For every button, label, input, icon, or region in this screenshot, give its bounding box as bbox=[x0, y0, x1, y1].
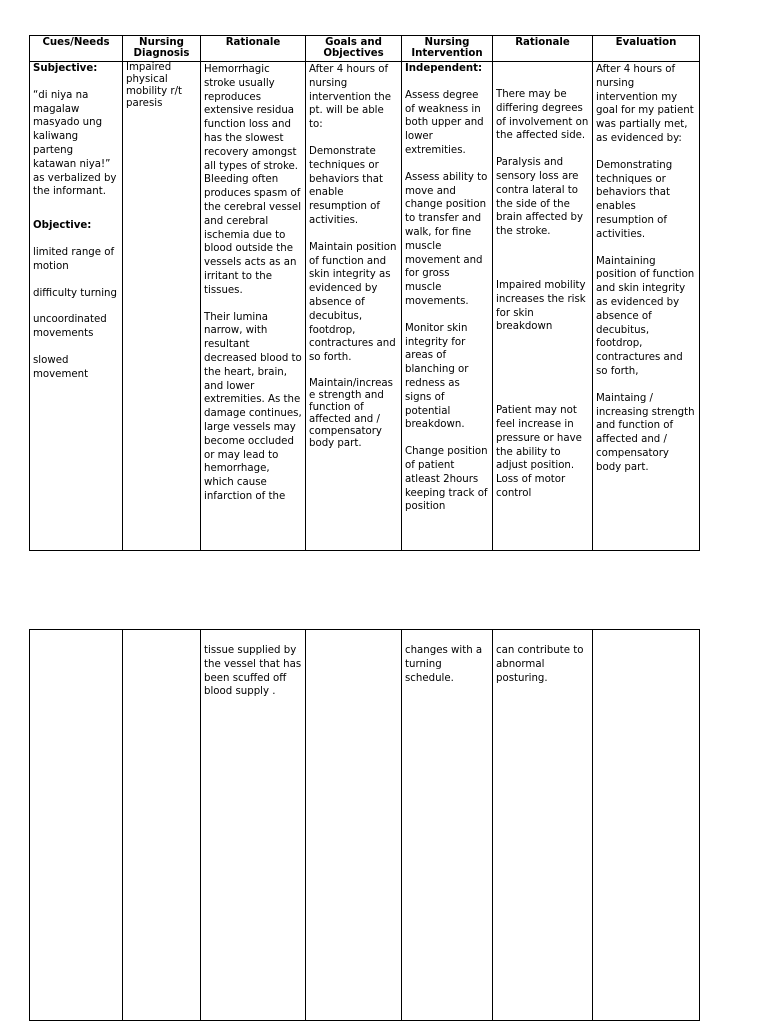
rationale-2-item: There may be differing degrees of involvement on the affected side. bbox=[496, 89, 589, 142]
rationale-1-cell-continued bbox=[201, 630, 306, 1021]
header-cues: Cues/Needs bbox=[30, 36, 123, 62]
evaluation-item: Demonstrating techniques or behaviors that enables resumption of activities. bbox=[596, 159, 673, 240]
evaluation-item: Maintaing / increasing strength and function of affected and / compensatory body part. bbox=[596, 392, 695, 473]
rationale-1-paragraph: Their lumina narrow, with resultant decreased blood to the heart, brain, and lower extremities. As the damage continues, large vessels may become occluded or may lead to hemorrhage, which cause infarction of the bbox=[204, 311, 302, 502]
goal-item: Maintain/increase strength and function of affected and / compensatory body part. bbox=[309, 377, 393, 449]
evaluation-cell-continued bbox=[593, 630, 700, 1021]
header-intervention: Nursing Intervention bbox=[402, 36, 493, 62]
evaluation-intro: After 4 hours of nursing intervention my goal for my patient was partially met, as evidenced by: bbox=[596, 64, 694, 144]
objective-item: uncoordinated movements bbox=[33, 314, 107, 340]
diagnosis-cell bbox=[123, 62, 201, 551]
goal-item: Maintain position of function and skin integrity as evidenced by absence of decubitus, footdrop, contractures and so forth. bbox=[309, 241, 397, 364]
header-diagnosis: Nursing Diagnosis bbox=[123, 36, 201, 62]
header-evaluation: Evaluation bbox=[593, 36, 700, 62]
goal-item: Demonstrate techniques or behaviors that enable resumption of activities. bbox=[309, 145, 383, 226]
care-plan-table-page-1 bbox=[29, 35, 700, 551]
subjective-quote: “di niya na magalaw masyado ung kaliwang parteng katawan niya!” as verbalized by the informant. bbox=[33, 89, 117, 198]
goals-cell-continued bbox=[306, 630, 402, 1021]
cues-cell-continued bbox=[30, 630, 123, 1021]
intervention-item: Assess degree of weakness in both upper and lower extremities. bbox=[405, 89, 484, 156]
goals-cell bbox=[306, 62, 402, 551]
objective-label: Objective: bbox=[33, 220, 92, 232]
intervention-item: Assess ability to move and change position to transfer and walk, for fine muscle movement and for gross muscle movements. bbox=[405, 171, 488, 307]
intervention-label: Independent: bbox=[405, 63, 483, 74]
evaluation-item: Maintaining position of function and skin integrity as evidenced by absence of decubitus, footdrop, contractures and so forth, bbox=[596, 255, 695, 377]
evaluation-cell bbox=[593, 62, 700, 551]
cues-cell bbox=[30, 62, 123, 551]
intervention-cell-continued bbox=[402, 630, 493, 1021]
content-row bbox=[30, 62, 700, 551]
continuation-row bbox=[30, 630, 700, 1021]
rationale-2-cell bbox=[493, 62, 593, 551]
care-plan-table-page-2 bbox=[29, 629, 700, 1021]
rationale-1-cell bbox=[201, 62, 306, 551]
header-goals: Goals and Objectives bbox=[306, 36, 402, 62]
objective-item: limited range of motion bbox=[33, 246, 115, 272]
rationale-2-item: Impaired mobility increases the risk for skin breakdown bbox=[496, 279, 586, 333]
intervention-item: Change position of patient atleast 2hours keeping track of position bbox=[405, 446, 488, 513]
subjective-label: Subjective: bbox=[33, 63, 98, 74]
diagnosis-text: Impaired physical mobility r/t paresis bbox=[126, 62, 182, 109]
rationale-2-item: Patient may not feel increase in pressure or have the ability to adjust position. Loss of motor control bbox=[496, 405, 582, 499]
rationale-1-continued-text: tissue supplied by the vessel that has been scuffed off blood supply . bbox=[204, 645, 302, 698]
objective-item: difficulty turning bbox=[33, 287, 117, 299]
intervention-item: Monitor skin integrity for areas of blanching or redness as signs of potential breakdown. bbox=[405, 322, 469, 431]
rationale-1-paragraph: Hemorrhagic stroke usually reproduces extensive residua function loss and has the slowest recovery amongst all types of stroke. Bleeding often produces spasm of the cerebral vessel and cerebral ischemia due to blood outside the vessels acts as an irritant to the tissues. bbox=[204, 64, 302, 296]
rationale-2-cell-continued bbox=[493, 630, 593, 1021]
intervention-continued-text: changes with a turning schedule. bbox=[405, 645, 483, 684]
goals-intro: After 4 hours of nursing intervention the pt. will be able to: bbox=[309, 64, 391, 131]
objective-item: slowed movement bbox=[33, 354, 89, 380]
header-rationale-2: Rationale bbox=[493, 36, 593, 62]
header-rationale-1: Rationale bbox=[201, 36, 306, 62]
diagnosis-cell-continued bbox=[123, 630, 201, 1021]
rationale-2-continued-text: can contribute to abnormal posturing. bbox=[496, 645, 584, 684]
intervention-cell bbox=[402, 62, 493, 551]
header-row bbox=[30, 36, 700, 62]
rationale-2-item: Paralysis and sensory loss are contra lateral to the side of the brain affected by the stroke. bbox=[496, 157, 584, 238]
